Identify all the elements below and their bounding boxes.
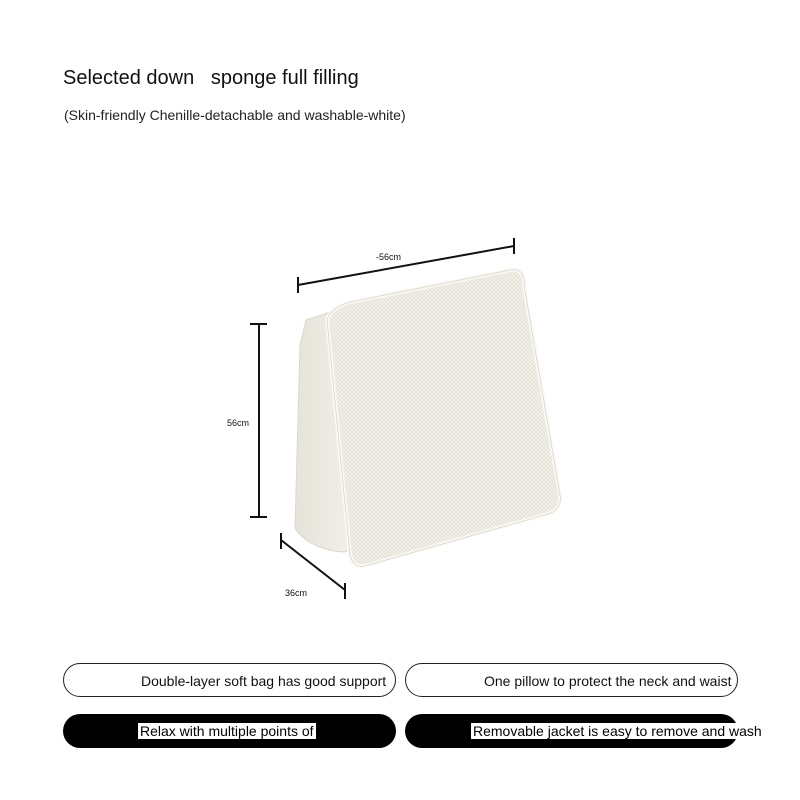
dimension-height-label: 56cm: [227, 418, 250, 428]
feature-label: Removable jacket is easy to remove and wash: [473, 723, 762, 739]
feature-badge-removable: [405, 714, 762, 748]
feature-label: One pillow to protect the neck and waist: [484, 673, 732, 689]
product-image: [215, 230, 595, 610]
feature-badge-relax: [63, 714, 396, 748]
feature-badge-neck-waist: [405, 663, 738, 697]
feature-label: Relax with multiple points of: [140, 723, 314, 739]
page-title: Selected down sponge full filling: [63, 67, 359, 89]
dimension-depth-label: 36cm: [285, 588, 308, 598]
feature-badge-support: [63, 663, 396, 697]
page-subtitle: (Skin-friendly Chenille-detachable and washable-white): [64, 107, 406, 123]
feature-label: Double-layer soft bag has good support: [141, 673, 387, 689]
dimension-width-label: -56cm: [376, 252, 402, 262]
